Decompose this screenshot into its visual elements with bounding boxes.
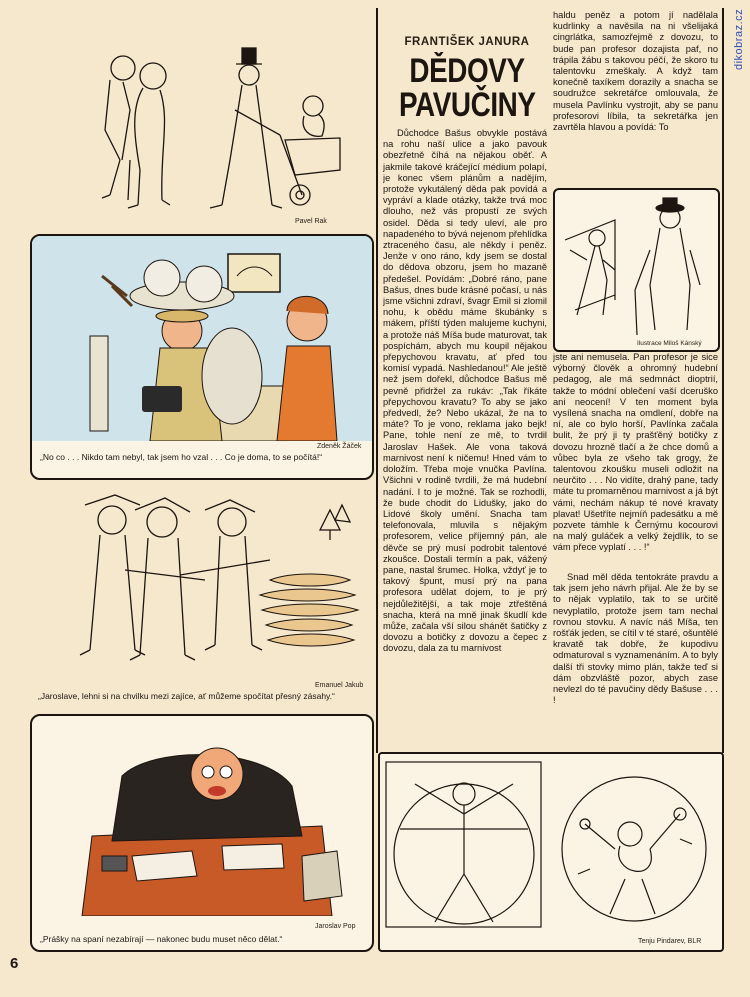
cartoon-jaroslav-pop	[30, 714, 374, 952]
cartoon-credit: Pavel Rak	[295, 218, 327, 225]
article-column-2-mid	[553, 352, 718, 570]
cartoon-drawing	[380, 754, 722, 936]
cartoon-drawing	[32, 236, 372, 441]
column-divider	[376, 8, 378, 753]
cartoon-zdenek-zacek	[30, 234, 374, 480]
article-paragraph: Důchodce Bašus obvykle postává na rohu naší ulice a jako pavouk obezřetně číhá na nějakou oběť. A jakmile takové kráčející médium polapí, je konec všem plánům a nadějím, protože vykutálený děda pak povídá a vypráví a klade otázky, takže trvá moc dlouho, než vás propustí ze svých osidel. Děda si tedy uleví, ale pro napadeného to bývá nejenom přehlídka ztraceného času, ale někdy i peněz. Jenže v ono ráno, kdy jsem se dostal do dědova obzoru, jsem ho mazaně předešel. Povídám: „Dobré ráno, pane Bašus, dnes bude krásné počasí, u nás jsme všichni zdraví, švagr Emil si zlomil nohu, k obědu máme škubánky s mákem, příští týden malujeme kuchyni, a protože náš Míša bude maturovat, tak pospíchám, abych mu koupil nějakou přepychovou kravatu, ať před tou komisí vypadá. Nashledanou!“ Ale ještě než jsem dořekl, důchodce Bašus mě pevně přidržel za rukáv: „Tak říkáte přepychovou kravatu? To aby se jako předvedl, že? Nebo ukázal, že na to máte? To je vono, reklama jako bejk! Pane, tohle není ze mě, to tvrdil Jaroslav Hašek. Ale vona taková marnivost není k ničemu! Hned vám to doložím. Třeba moje vnučka Pavlína. Všichni v rodině tvrdili, že má hudební nadání. I to je možné. Tak se rozhodli, že bude chodit do Lidušky, jako do Lidové školy umění. Snacha tam telefonovala, mluvila s nějakým profesorem, velice příjemný pán, ale děvče se prý musí podrobit talentové zkoušce. Dostali termín a pak, vážený pane, nastal šrumec. Holka, vždyť je to takový špunt, musí prý na pana profesora udělat dojem, to je prý nejdůležitější, a tak moje ztřeštěná snacha, která na mně jinak škudlí kde může, začala vší silou shánět šatičky z dovozu a botičky z dovozu a čepec z dovozu, dala za tu marnivost	[383, 128, 547, 654]
page-number: 6	[10, 955, 19, 972]
cartoon-caption: „Jaroslave, lehni si na chvilku mezi zajíce, ať můžeme spočítat přesný zásahy.“	[38, 691, 335, 701]
column-divider	[722, 8, 724, 753]
cartoon-tenju-pindarev	[378, 752, 724, 952]
site-logo: dikobraz.cz	[733, 8, 745, 70]
cartoon-pavel-rak	[10, 10, 370, 230]
cartoon-credit: Zdeněk Žáček	[317, 443, 362, 450]
cartoon-drawing	[32, 716, 372, 916]
article-paragraph: Snad měl děda tentokráte pravdu a tak jsem jeho návrh přijal. Ale že by se to nějak vyplatilo, tak to se určitě nevyplatilo, protože jsem tam nechal rovnou stovku. A navíc náš Míša, ten rošťák jeden, se cítil v té staré, ošuntělé kravatě tak dobře, že kupodivu odmaturoval s vyznamenáním. A to byly další tři stovky mimo plán, takže teď si dám obzvláště pozor, abych zase nevlezl do té pavučiny dědy Bašuse . . . !	[553, 572, 718, 706]
article-column-2-top	[553, 10, 718, 188]
article-column-1	[383, 128, 547, 750]
cartoon-credit: Jaroslav Pop	[315, 923, 356, 930]
illustration-kansky	[553, 188, 720, 352]
cartoon-drawing	[30, 480, 370, 670]
article-column-2-end	[553, 572, 718, 750]
cartoon-emanuel-jakub	[30, 480, 370, 710]
cartoon-drawing	[10, 10, 370, 230]
cartoon-caption: „No co . . . Nikdo tam nebyl, tak jsem ho vzal . . . Co je doma, to se počítá!“	[40, 452, 323, 462]
illustration-drawing	[555, 190, 718, 340]
article-paragraph: haldu peněz a potom jí nadělala kudrlinky a navěsila na ni všelijaká cingrlátka, samozřejmě z dovozu, to bude pan profesor dozajista paf, no trápila žábu s takovou péčí, že skoro tu talentovku zmeškaly. A když tam konečně taxíkem dorazily a snacha se soudružce sekretářce omlouvala, že musela Pavlínku vystrojit, aby se panu profesorovi líbila, ta sekretářka jen zavrtěla hlavou a povídá: To	[553, 10, 718, 133]
article-title	[399, 54, 535, 122]
illustration-credit: Ilustrace Miloš Kánský	[637, 340, 702, 347]
article-author: FRANTIŠEK JANURA	[404, 36, 530, 48]
cartoon-caption: „Prášky na spaní nezabírají — nakonec budu muset něco dělat.“	[40, 934, 283, 944]
cartoon-credit: Emanuel Jakub	[315, 682, 364, 689]
title-line-2: PAVUČINY	[398, 86, 536, 124]
article-paragraph: jste ani nemusela. Pan profesor je sice výborný člověk a ohromný hudební pedagog, ale má sedmnáct dioptrií, takže to módní oblečení vaší dceruško ani neocení! V ten moment byla vysílená snacha na omdlení, dobře na ní, ale co bylo horší, Pavlínka začala bulit, že prý ji ty prašťěný botičky z dovozu hrozně tlačí a že chce domů a vůbec byla ze všeho tak grogy, že talentovou zkoušku museli odložit na neurčito . . . No vidíte, drahý pane, tady máte tu promarněnou marnivost a já být vámi, nechám nákup té nové kravaty plavat! Ušetříte nejmíň padesátku a mě pozvete támhle k Černýmu kocourovi na malý guláček a velký žejdlík, to se vám přece vyplatí . . . !“	[553, 352, 718, 553]
title-line-1: DĚDOVY	[409, 52, 525, 90]
cartoon-credit: Tenju Pindarev, BLR	[638, 938, 702, 945]
